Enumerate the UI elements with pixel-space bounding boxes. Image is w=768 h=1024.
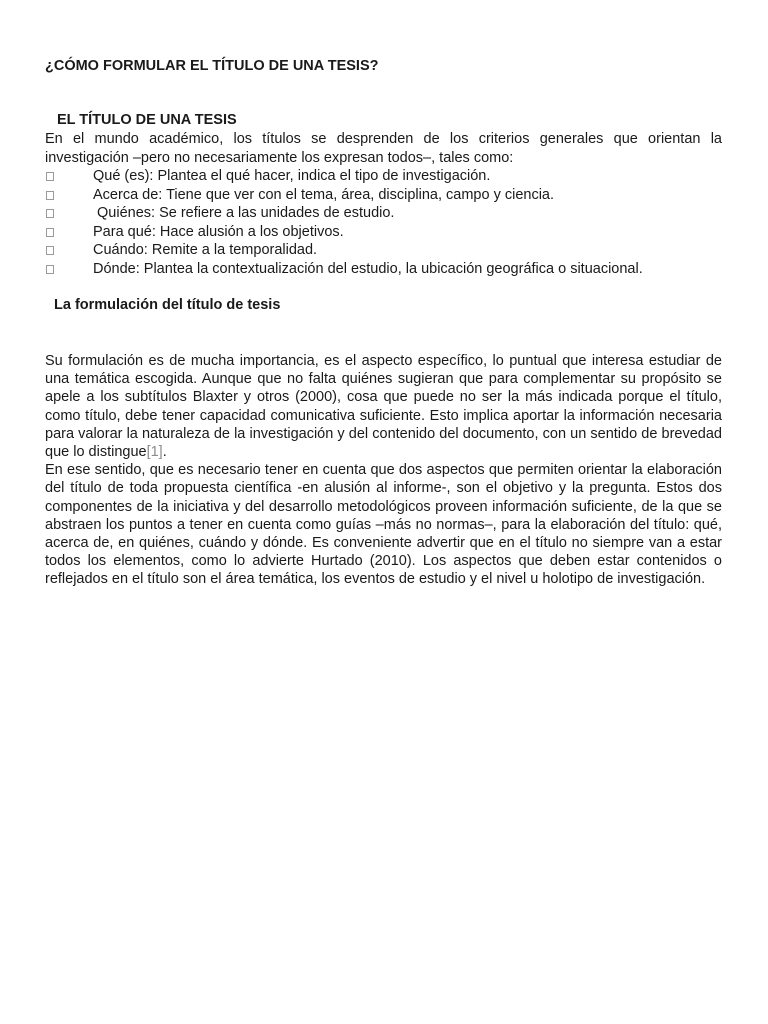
list-item-text: Cuándo: Remite a la temporalidad. (93, 242, 318, 258)
checkbox-bullet-icon (46, 172, 54, 181)
intro-paragraph: En el mundo académico, los títulos se desprenden de los criterios generales que orientan la investigación –pero no necesariamente los expresan todos–, tales como: (45, 131, 722, 166)
document-title: ¿CÓMO FORMULAR EL TÍTULO DE UNA TESIS? (45, 58, 379, 74)
list-item-text: Dónde: Plantea la contextualización del estudio, la ubicación geográfica o situacional. (93, 260, 643, 277)
checkbox-bullet-icon (46, 265, 54, 274)
paragraph-formulation (45, 352, 722, 461)
checkbox-bullet-icon (46, 209, 54, 218)
paragraph-sense: En ese sentido, que es necesario tener en cuenta que dos aspectos que permiten orientar la elaboración del título de toda propuesta científica -en alusión al informe-, son el objetivo y la pregunta. Estos dos componentes de la iniciativa y del desarrollo metodológicos proveen información suficiente, de la que se abstraen los puntos a tener en cuenta como guías –más no normas–, para la elaboración del título: qué, acerca de, en quiénes, cuándo y dónde. Es conveniente advertir que en el título no siempre van a estar todos los elementos, como lo advierte Hurtado (2010). Los aspectos que deben estar contenidos o reflejados en el título son el área temática, los eventos de estudio y el nivel u holotipo de investigación. (45, 462, 722, 588)
list-item-text: Quiénes: Se refiere a las unidades de estudio. (97, 205, 395, 221)
footnote-link[interactable]: [1] (146, 444, 163, 461)
list-item-text: Qué (es): Plantea el qué hacer, indica el tipo de investigación. (93, 168, 491, 184)
list-item-text: Acerca de: Tiene que ver con el tema, área, disciplina, campo y ciencia. (93, 186, 555, 203)
checkbox-bullet-icon (46, 191, 54, 200)
checkbox-bullet-icon (46, 246, 54, 255)
paragraph-text: Su formulación es de mucha importancia, es el aspecto específico, lo puntual que interesa estudiar de una temática escogida. Aunque que no falta quiénes sugieran que para complementar su propósito se apele a los subtítulos Blaxter y otros (2000), cosa que puede no ser la más indicada porque el título, como título, debe tener capacidad comunicativa suficiente. Esto implica aportar la información necesaria para valorar la naturaleza de la investigación y del contenido del documento, con un sentido de brevedad que lo distingue (45, 353, 722, 461)
body-text (45, 352, 722, 589)
list-item-text: Para qué: Hace alusión a los objetivos. (93, 223, 344, 240)
section-heading: EL TÍTULO DE UNA TESIS (57, 112, 237, 128)
paragraph-end: . (162, 444, 167, 461)
checkbox-bullet-icon (46, 228, 54, 237)
sub-heading: La formulación del título de tesis (54, 297, 281, 313)
